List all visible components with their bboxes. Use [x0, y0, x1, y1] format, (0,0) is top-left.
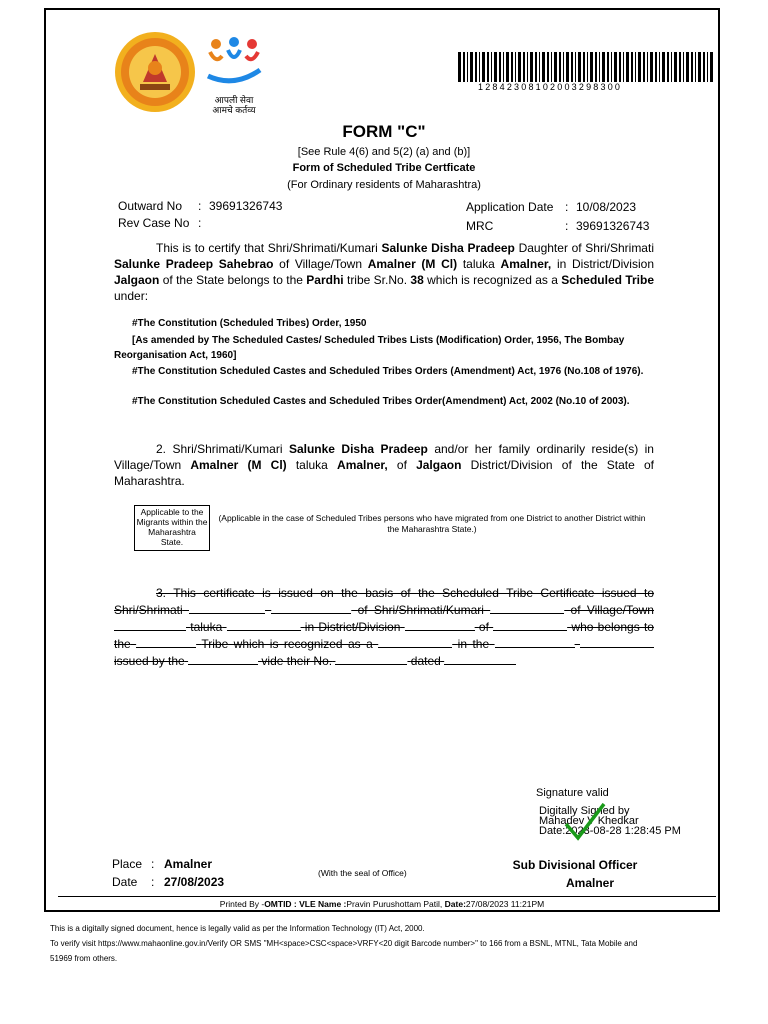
barcode-bar [554, 52, 557, 82]
logo-caption-2: आमचे कर्तव्य [212, 105, 256, 115]
date-label: Date [112, 875, 138, 889]
barcode-bar [515, 52, 516, 82]
barcode-bar [511, 52, 513, 82]
applicant-name: Salunke Disha Pradeep [381, 241, 515, 255]
date-sep: : [151, 875, 155, 889]
law-2: [As amended by The Scheduled Castes/ Scheduled Tribes Lists (Modification) Order, 1956, The Bombay Reorganisation Act, 1960] [114, 335, 625, 361]
barcode-bar [703, 52, 705, 82]
struck-paragraph: 3. This certificate is issued on the basis of the Scheduled Tribe Certificate issued to Shri/Shrimati of Shri/Shrimati/Kumari of Village/Town taluka in District/Division of who belongs to the Tribe which is recognized as a in the issued by the vide their No. dated [114, 586, 654, 668]
mrc-value: 39691326743 [576, 219, 650, 233]
barcode-bar [487, 52, 489, 82]
barcode-bar [479, 52, 480, 82]
barcode-bar [599, 52, 600, 82]
rule-reference: [See Rule 4(6) and 5(2) (a) and (b)] [297, 146, 471, 158]
barcode-bar [563, 52, 564, 82]
barcode-bar [527, 52, 528, 82]
barcode-bar [547, 52, 549, 82]
check-mark-icon [562, 800, 608, 849]
barcode-bar [638, 52, 641, 82]
barcode-bar [710, 52, 713, 82]
place-label: Place [112, 857, 143, 871]
barcode-bar [611, 52, 612, 82]
application-date-value: 10/08/2023 [576, 200, 637, 214]
barcode-bar [523, 52, 525, 82]
form-title: FORM "C" [342, 122, 426, 141]
application-date-label: Application Date [466, 200, 554, 214]
barcode-bar [506, 52, 509, 82]
maharashtra-emblem-icon [110, 30, 200, 114]
outward-value: 39691326743 [209, 199, 283, 213]
barcode [456, 52, 718, 82]
outward-sep: : [198, 199, 202, 213]
taluka: Amalner, [500, 257, 552, 271]
outward-label: Outward No [118, 199, 183, 213]
barcode-bar [463, 52, 465, 82]
barcode-bar [575, 52, 576, 82]
barcode-bar [535, 52, 537, 82]
barcode-bar [679, 52, 681, 82]
barcode-bar [602, 52, 605, 82]
barcode-bar [614, 52, 617, 82]
barcode-bar [458, 52, 461, 82]
footer-line-3: 51969 from others. [50, 954, 118, 963]
mrc-sep: : [565, 219, 569, 233]
barcode-bar [650, 52, 653, 82]
barcode-bar [539, 52, 540, 82]
barcode-bar [659, 52, 660, 82]
town: Amalner (M Cl) [367, 257, 458, 271]
barcode-bar [551, 52, 552, 82]
migrants-note: (Applicable in the case of Scheduled Tribes persons who have migrated from one District to another District within the Maharashtra State.) [218, 513, 646, 534]
barcode-bar [643, 52, 645, 82]
officer-place: Amalner [565, 876, 615, 890]
barcode-bar [518, 52, 521, 82]
aapli-seva-logo [202, 34, 266, 114]
barcode-bar [475, 52, 477, 82]
barcode-bar [494, 52, 497, 82]
barcode-bar [695, 52, 696, 82]
footer-line-2: To verify visit https://www.mahaonline.gov.in/Verify OR SMS "MH<space>CSC<space>VRFY<20 digit Barcode number>" to 166 from a BSNL, MTNL, Tata Mobile and [50, 939, 638, 948]
barcode-bar [671, 52, 672, 82]
rev-case-label: Rev Case No [118, 216, 190, 230]
barcode-bar [467, 52, 468, 82]
rev-case-sep: : [198, 216, 202, 230]
barcode-bar [686, 52, 689, 82]
barcode-bar [626, 52, 629, 82]
footer-line-1: This is a digitally signed document, hence is legally valid as per the Information Technology (IT) Act, 2000. [50, 924, 425, 933]
barcode-bar [683, 52, 684, 82]
barcode-bar [667, 52, 669, 82]
officer-title: Sub Divisional Officer [512, 858, 638, 872]
barcode-bar [578, 52, 581, 82]
barcode-bar [698, 52, 701, 82]
barcode-bar [707, 52, 708, 82]
signature-valid: Signature valid [536, 787, 609, 799]
law-3: #The Constitution Scheduled Castes and Scheduled Tribes Orders (Amendment) Act, 1976 (No.108 of 1976). [132, 366, 644, 377]
printed-rule-top [58, 896, 716, 897]
form-name: Form of Scheduled Tribe Certficate [292, 162, 476, 174]
district: Jalgaon [114, 273, 160, 287]
barcode-bar [470, 52, 473, 82]
signature-line-3: Date:2023-08-28 1:28:45 PM [539, 825, 681, 837]
seal-text: (With the seal of Office) [318, 868, 407, 878]
barcode-bar [631, 52, 633, 82]
barcode-bar [542, 52, 545, 82]
barcode-bar [583, 52, 585, 82]
barcode-bar [566, 52, 569, 82]
barcode-bar [691, 52, 693, 82]
barcode-bar [674, 52, 677, 82]
mrc-label: MRC [466, 219, 494, 233]
application-date-sep: : [565, 200, 569, 214]
certification-paragraph: This is to certify that Shri/Shrimati/Kumari Salunke Disha Pradeep Daughter of Shri/Shrimati Salunke Pradeep Sahebrao of Village/Town Amalner (M Cl) taluka Amalner, in District/Division Jalgaon of the State belongs to the Pardhi tribe Sr.No. 38 which is recognized as a Scheduled Tribe under: [114, 241, 654, 303]
printed-by: Printed By -OMTID : VLE Name :Pravin Purushottam Patil, Date:27/08/2023 11:21PM [219, 899, 545, 909]
migrants-box: Applicable to the Migrants within the Maharashtra State. [134, 505, 210, 551]
barcode-bar [595, 52, 597, 82]
scheduled-tribe: Scheduled Tribe [561, 273, 654, 287]
logo-caption-1: आपली सेवा [214, 95, 254, 105]
barcode-bar [607, 52, 609, 82]
parent-name: Salunke Pradeep Sahebrao [114, 257, 274, 271]
law-4: #The Constitution Scheduled Castes and Scheduled Tribes Order(Amendment) Act, 2002 (No.10 of 2003). [132, 396, 630, 407]
form-scope: (For Ordinary residents of Maharashtra) [287, 179, 481, 191]
barcode-bar [571, 52, 573, 82]
tribe: Pardhi [306, 273, 344, 287]
barcode-bar [647, 52, 648, 82]
signature-line-2: Mahadev V Khedkar [539, 815, 639, 827]
date-value: 27/08/2023 [164, 875, 225, 889]
barcode-bar [499, 52, 501, 82]
law-1: #The Constitution (Scheduled Tribes) Order, 1950 [132, 318, 367, 329]
place-sep: : [151, 857, 155, 871]
barcode-bar [655, 52, 657, 82]
sr-no: 38 [410, 273, 424, 287]
barcode-bar [491, 52, 492, 82]
barcode-bar [503, 52, 504, 82]
place-value: Amalner [164, 857, 213, 871]
barcode-bar [662, 52, 665, 82]
barcode-bar [482, 52, 485, 82]
barcode-bar [530, 52, 533, 82]
barcode-bar [587, 52, 588, 82]
signature-line-1: Digitally Signed by [539, 805, 630, 817]
barcode-bar [635, 52, 636, 82]
barcode-bar [559, 52, 561, 82]
barcode-bar [619, 52, 621, 82]
residence-paragraph: 2. Shri/Shrimati/Kumari Salunke Disha Pradeep and/or her family ordinarily reside(s) in Village/Town Amalner (M Cl) taluka Amalner, of Jalgaon District/Division of the State of Maharashtra. [114, 442, 654, 488]
barcode-bar [623, 52, 624, 82]
barcode-number: 12842308102003298300 [478, 82, 623, 92]
barcode-bar [590, 52, 593, 82]
